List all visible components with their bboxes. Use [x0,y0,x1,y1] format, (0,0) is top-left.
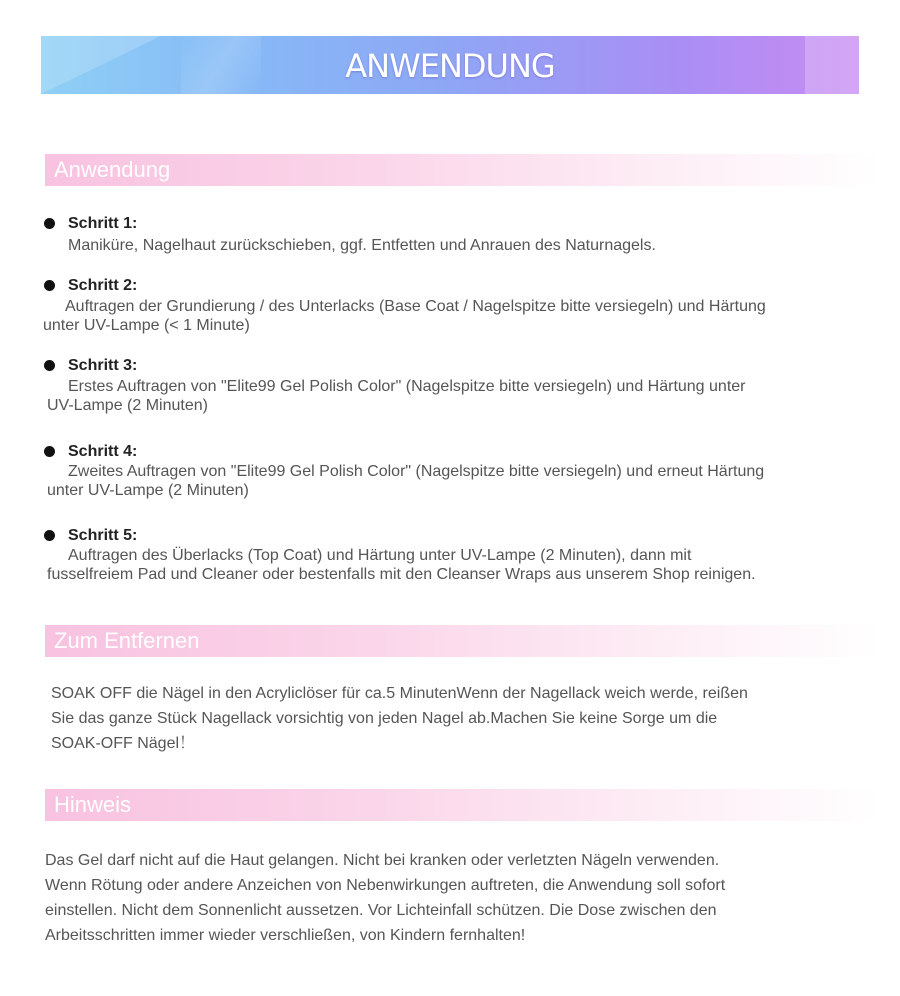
step-text: unter UV-Lampe (2 Minuten) [47,482,249,499]
step-title: Schritt 2: [68,277,138,294]
step-title: Schritt 1: [68,215,138,232]
bullet-icon [44,446,55,457]
section-header-anwendung [45,154,880,186]
notice-text: Arbeitsschritten immer wieder verschließen, von Kindern fernhalten! [45,927,526,944]
step-text: Erstes Auftragen von "Elite99 Gel Polish Color" (Nagelspitze bitte versiegeln) und Härtung unter [68,378,746,395]
step-title: Schritt 4: [68,443,138,460]
step-text: fusselfreiem Pad und Cleaner oder bestenfalls mit den Cleanser Wraps aus unserem Shop reinigen. [47,566,756,583]
step-title: Schritt 3: [68,357,138,374]
notice-text: Das Gel darf nicht auf die Haut gelangen. Nicht bei kranken oder verletzten Nägeln verwenden. [45,852,720,869]
notice-text: einstellen. Nicht dem Sonnenlicht aussetzen. Vor Lichteinfall schützen. Die Dose zwischen den [45,902,717,919]
step-text: UV-Lampe (2 Minuten) [47,397,208,414]
removal-text: Sie das ganze Stück Nagellack vorsichtig von jeden Nagel ab.Machen Sie keine Sorge um die [51,710,718,727]
step-title: Schritt 5: [68,527,138,544]
step-text: Maniküre, Nagelhaut zurückschieben, ggf. Entfetten und Anrauen des Naturnagels. [68,237,656,254]
step-text: unter UV-Lampe (< 1 Minute) [43,317,250,334]
section-title: Hinweis [54,792,132,817]
section-title: Anwendung [54,157,171,182]
step-text: Zweites Auftragen von "Elite99 Gel Polish Color" (Nagelspitze bitte versiegeln) und erneut Härtung [68,463,765,480]
removal-text: SOAK OFF die Nägel in den Acryliclöser für ca.5 MinutenWenn der Nagellack weich werde, reißen [51,685,748,702]
bullet-icon [44,360,55,371]
title-banner [41,36,859,94]
section-title: Zum Entfernen [54,628,200,653]
section-header-hinweis [45,789,880,821]
bullet-icon [44,218,55,229]
removal-text: SOAK-OFF Nägel！ [51,735,196,752]
notice-text: Wenn Rötung oder andere Anzeichen von Nebenwirkungen auftreten, die Anwendung soll sofort [45,877,726,894]
step-text: Auftragen des Überlacks (Top Coat) und Härtung unter UV-Lampe (2 Minuten), dann mit [68,547,692,564]
section-header-entfernen [45,625,880,657]
bullet-icon [44,280,55,291]
bullet-icon [44,530,55,541]
step-text: Auftragen der Grundierung / des Unterlacks (Base Coat / Nagelspitze bitte versiegeln) und Härtung [65,298,766,315]
banner-title: ANWENDUNG [345,47,555,85]
